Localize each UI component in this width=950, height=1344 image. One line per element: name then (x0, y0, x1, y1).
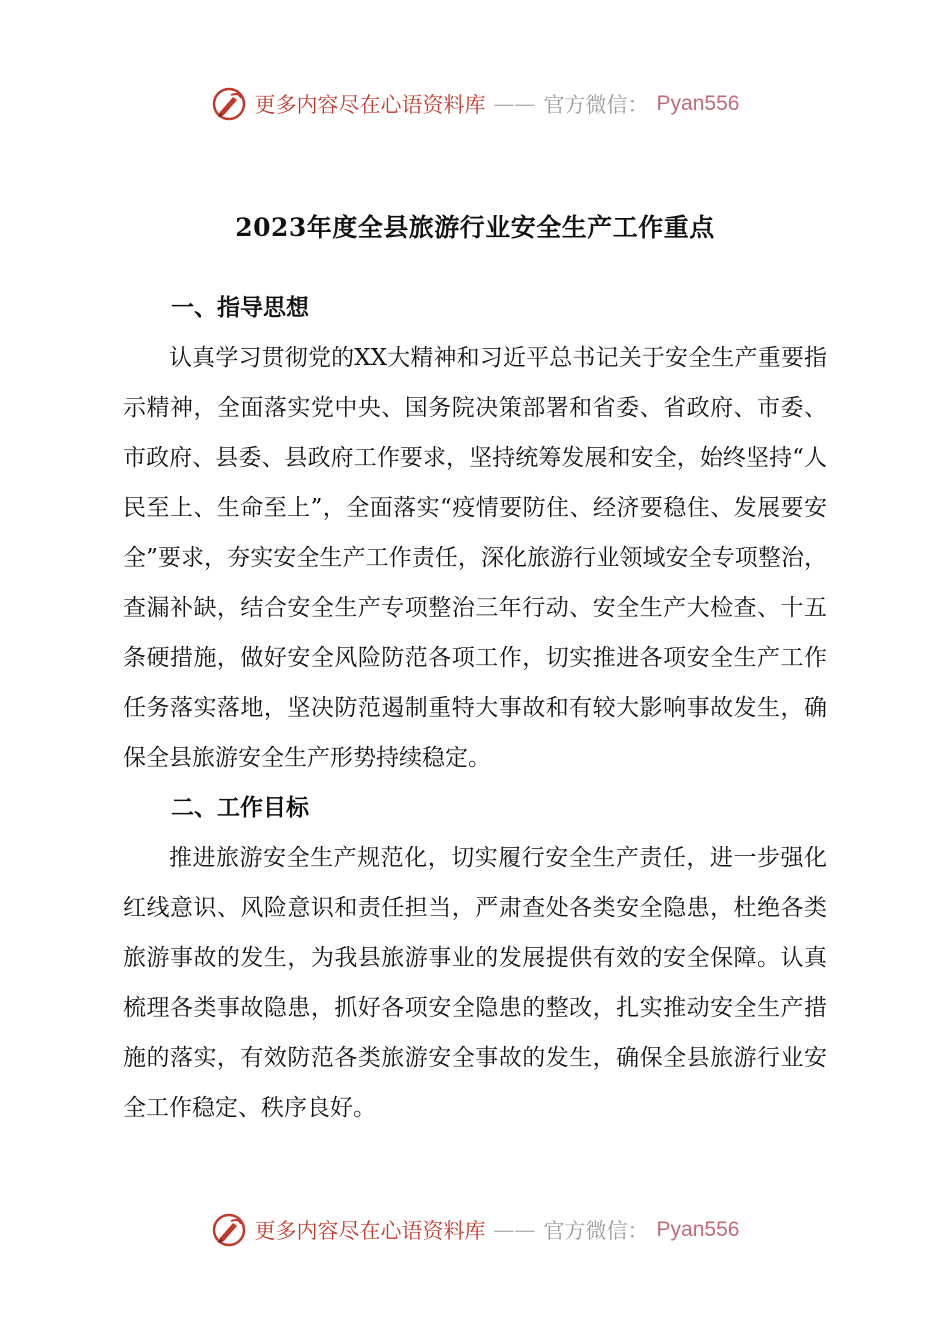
watermark-text: 更多内容尽在心语资料库 (254, 93, 486, 117)
watermark-banner-bottom (0, 1210, 950, 1250)
watermark-official-label: 官方微信： (543, 1219, 649, 1243)
watermark-wechat-id: Pyan556 (656, 1218, 740, 1241)
watermark-banner-top (0, 84, 950, 124)
watermark-wechat-id: Pyan556 (656, 92, 740, 115)
pen-logo-icon (211, 86, 247, 122)
watermark-text: 更多内容尽在心语资料库 (254, 1219, 486, 1243)
pen-logo-icon (211, 1212, 247, 1248)
document-title: 2023年度全县旅游行业安全生产工作重点 (235, 213, 715, 242)
watermark-separator: —— (493, 1218, 536, 1242)
section-paragraph-guiding-thought: 认真学习贯彻党的XX大精神和习近平总书记关于安全生产重要指示精神，全面落实党中央、国务院决策部署和省委、省政府、市委、市政府、县委、县政府工作要求，坚持统筹发展和安全，始终坚持“人民至上、生命至上”，全面落实“疫情要防住、经济要稳住、发展要安全”要求，夯实安全生产工作责任，深化旅游行业领域安全专项整治，查漏补缺，结合安全生产专项整治三年行动、安全生产大检查、十五条硬措施，做好安全风险防范各项工作，切实推进各项安全生产工作任务落实落地，坚决防范遏制重特大事故和有较大影响事故发生，确保全县旅游安全生产形势持续稳定。 (123, 345, 827, 771)
section-heading-work-goals: 二、工作目标 (171, 795, 309, 821)
watermark-official-label: 官方微信： (543, 93, 649, 117)
section-paragraph-work-goals: 推进旅游安全生产规范化，切实履行安全生产责任，进一步强化红线意识、风险意识和责任担当，严肃查处各类安全隐患，杜绝各类旅游事故的发生，为我县旅游事业的发展提供有效的安全保障。认真梳理各类事故隐患，抓好各项安全隐患的整改，扎实推动安全生产措施的落实，有效防范各类旅游安全事故的发生，确保全县旅游行业安全工作稳定、秩序良好。 (123, 845, 827, 1121)
watermark-separator: —— (493, 92, 536, 116)
section-heading-guiding-thought: 一、指导思想 (171, 295, 309, 321)
document-body (123, 283, 827, 1133)
